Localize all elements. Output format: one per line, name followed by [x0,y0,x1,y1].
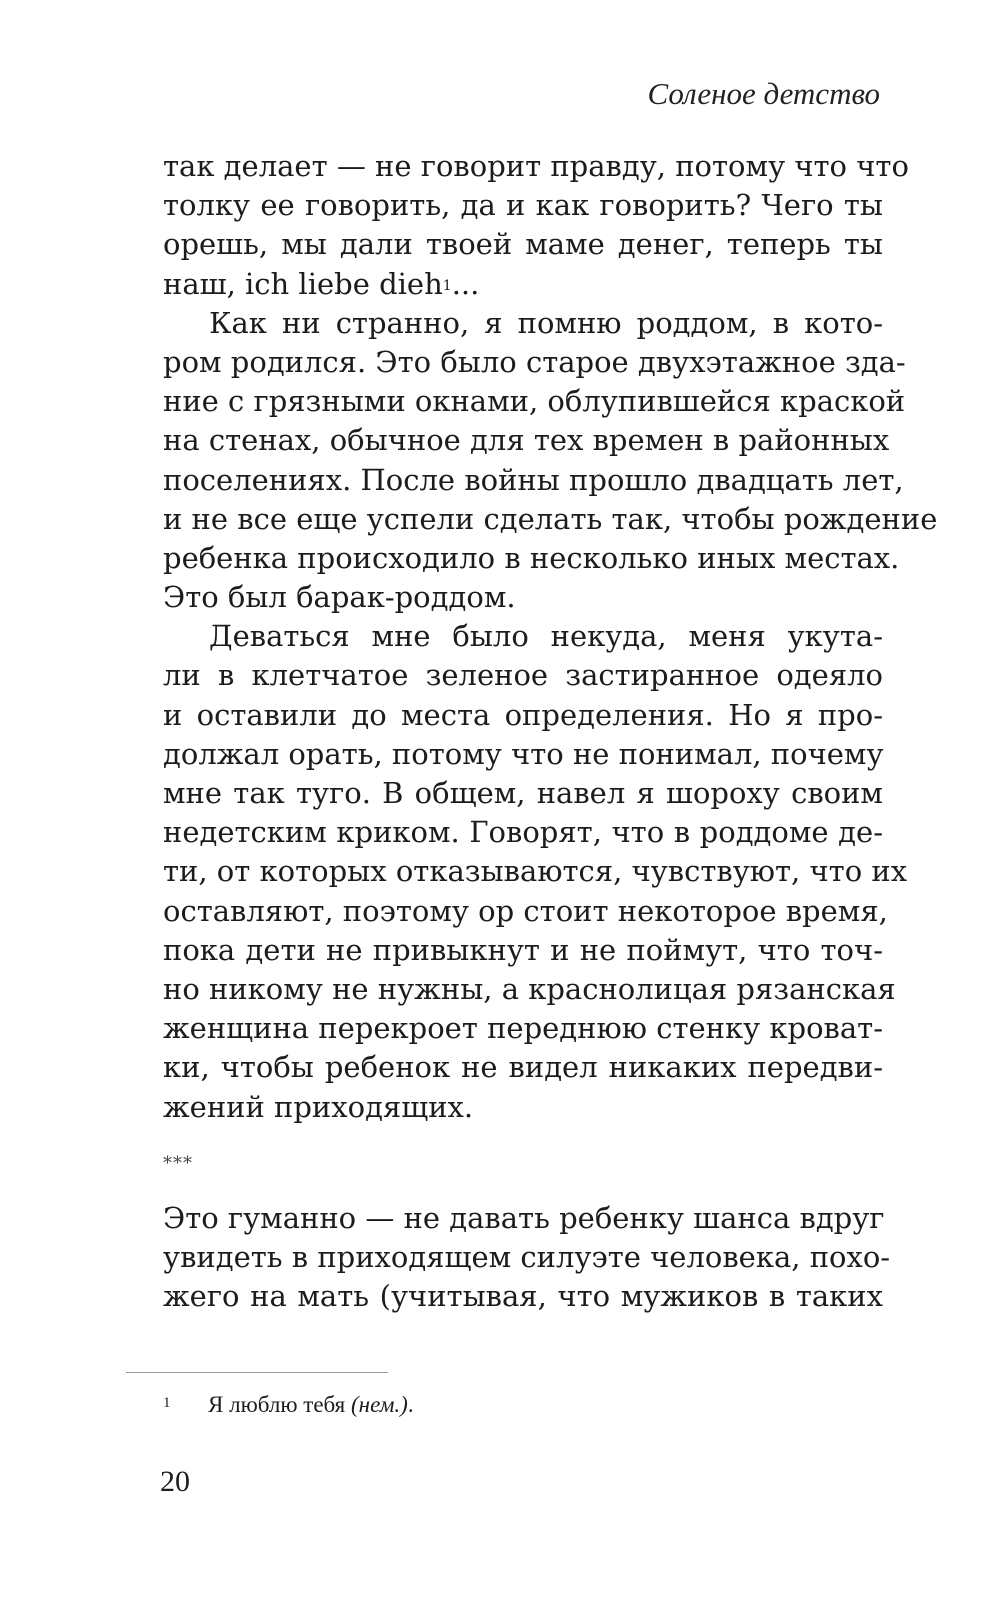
paragraph-1 [163,147,909,304]
page-number: 20 [160,1465,190,1498]
text-line: ром родился. Это было старое двухэтажное зда- [163,344,906,379]
text-line: Как ни странно, я помню роддом, в кото- [209,305,883,340]
text-fragment: наш, ich liebe dieh [163,266,443,301]
text-line: жего на мать (учитывая, что мужиков в таких [163,1279,883,1314]
text-line: жений приходящих. [163,1089,474,1124]
footnote-mark: 1 [163,1395,171,1411]
text-line: поселениях. После войны прошло двадцать лет, [163,462,904,497]
text-line: Это гуманно — не давать ребенку шанса вдруг [163,1200,885,1235]
text-line: и оставили до места определения. Но я про- [163,697,883,732]
text-line [163,265,883,304]
section-separator: *** [163,1152,193,1174]
footnote-text: Я люблю тебя [208,1392,352,1417]
text-line: ти, от которых отказываются, чувствуют, что их [163,854,908,889]
footnote-divider [126,1372,388,1373]
running-header: Соленое детство [647,76,880,111]
text-line: пока дети не привыкнут и не поймут, что точ- [163,932,883,967]
text-line: ние с грязными окнами, облупившейся краской [163,384,906,419]
paragraph-4 [163,1199,891,1317]
body-text [163,147,938,1316]
text-line: но никому не нужны, а краснолицая рязанская [163,971,896,1006]
text-line: толку ее говорить, да и как говорить? Чего ты [163,188,883,223]
footnote-language-note: (нем.) [351,1392,408,1417]
text-line: недетским криком. Говорят, что в роддоме де- [163,815,883,850]
text-line: женщина перекроет переднюю стенку кроват- [163,1011,883,1046]
text-line: мне так туго. В общем, навел я шороху своим [163,776,883,810]
text-line: Деваться мне было некуда, меня укута- [209,619,883,654]
text-line: увидеть в приходящем силуэте человека, похо- [163,1239,891,1274]
text-line: на стенах, обычное для тех времен в районных [163,423,890,458]
text-line: так делает — не говорит правду, потому что что [163,149,909,183]
footnote-reference[interactable]: 1 [442,277,452,294]
text-line: должал орать, потому что не понимал, почему [163,736,884,771]
paragraph-3 [163,617,908,1126]
text-line: ли в клетчатое зеленое застиранное одеяло [163,658,883,693]
text-line: и не все еще успели сделать так, чтобы рождение [163,501,938,536]
text-fragment: ... [451,266,480,301]
text-line: ки, чтобы ребенок не видел никаких передви- [163,1050,883,1085]
text-line: орешь, мы дали твоей маме денег, теперь ты [163,227,883,262]
text-line: оставляют, поэтому ор стоит некоторое время, [163,893,888,928]
text-line: ребенка происходило в несколько иных местах. [163,540,900,575]
paragraph-2 [163,304,938,618]
footnote [163,1390,883,1420]
text-line: Это был барак-роддом. [163,580,516,615]
footnote-end: . [407,1392,414,1417]
